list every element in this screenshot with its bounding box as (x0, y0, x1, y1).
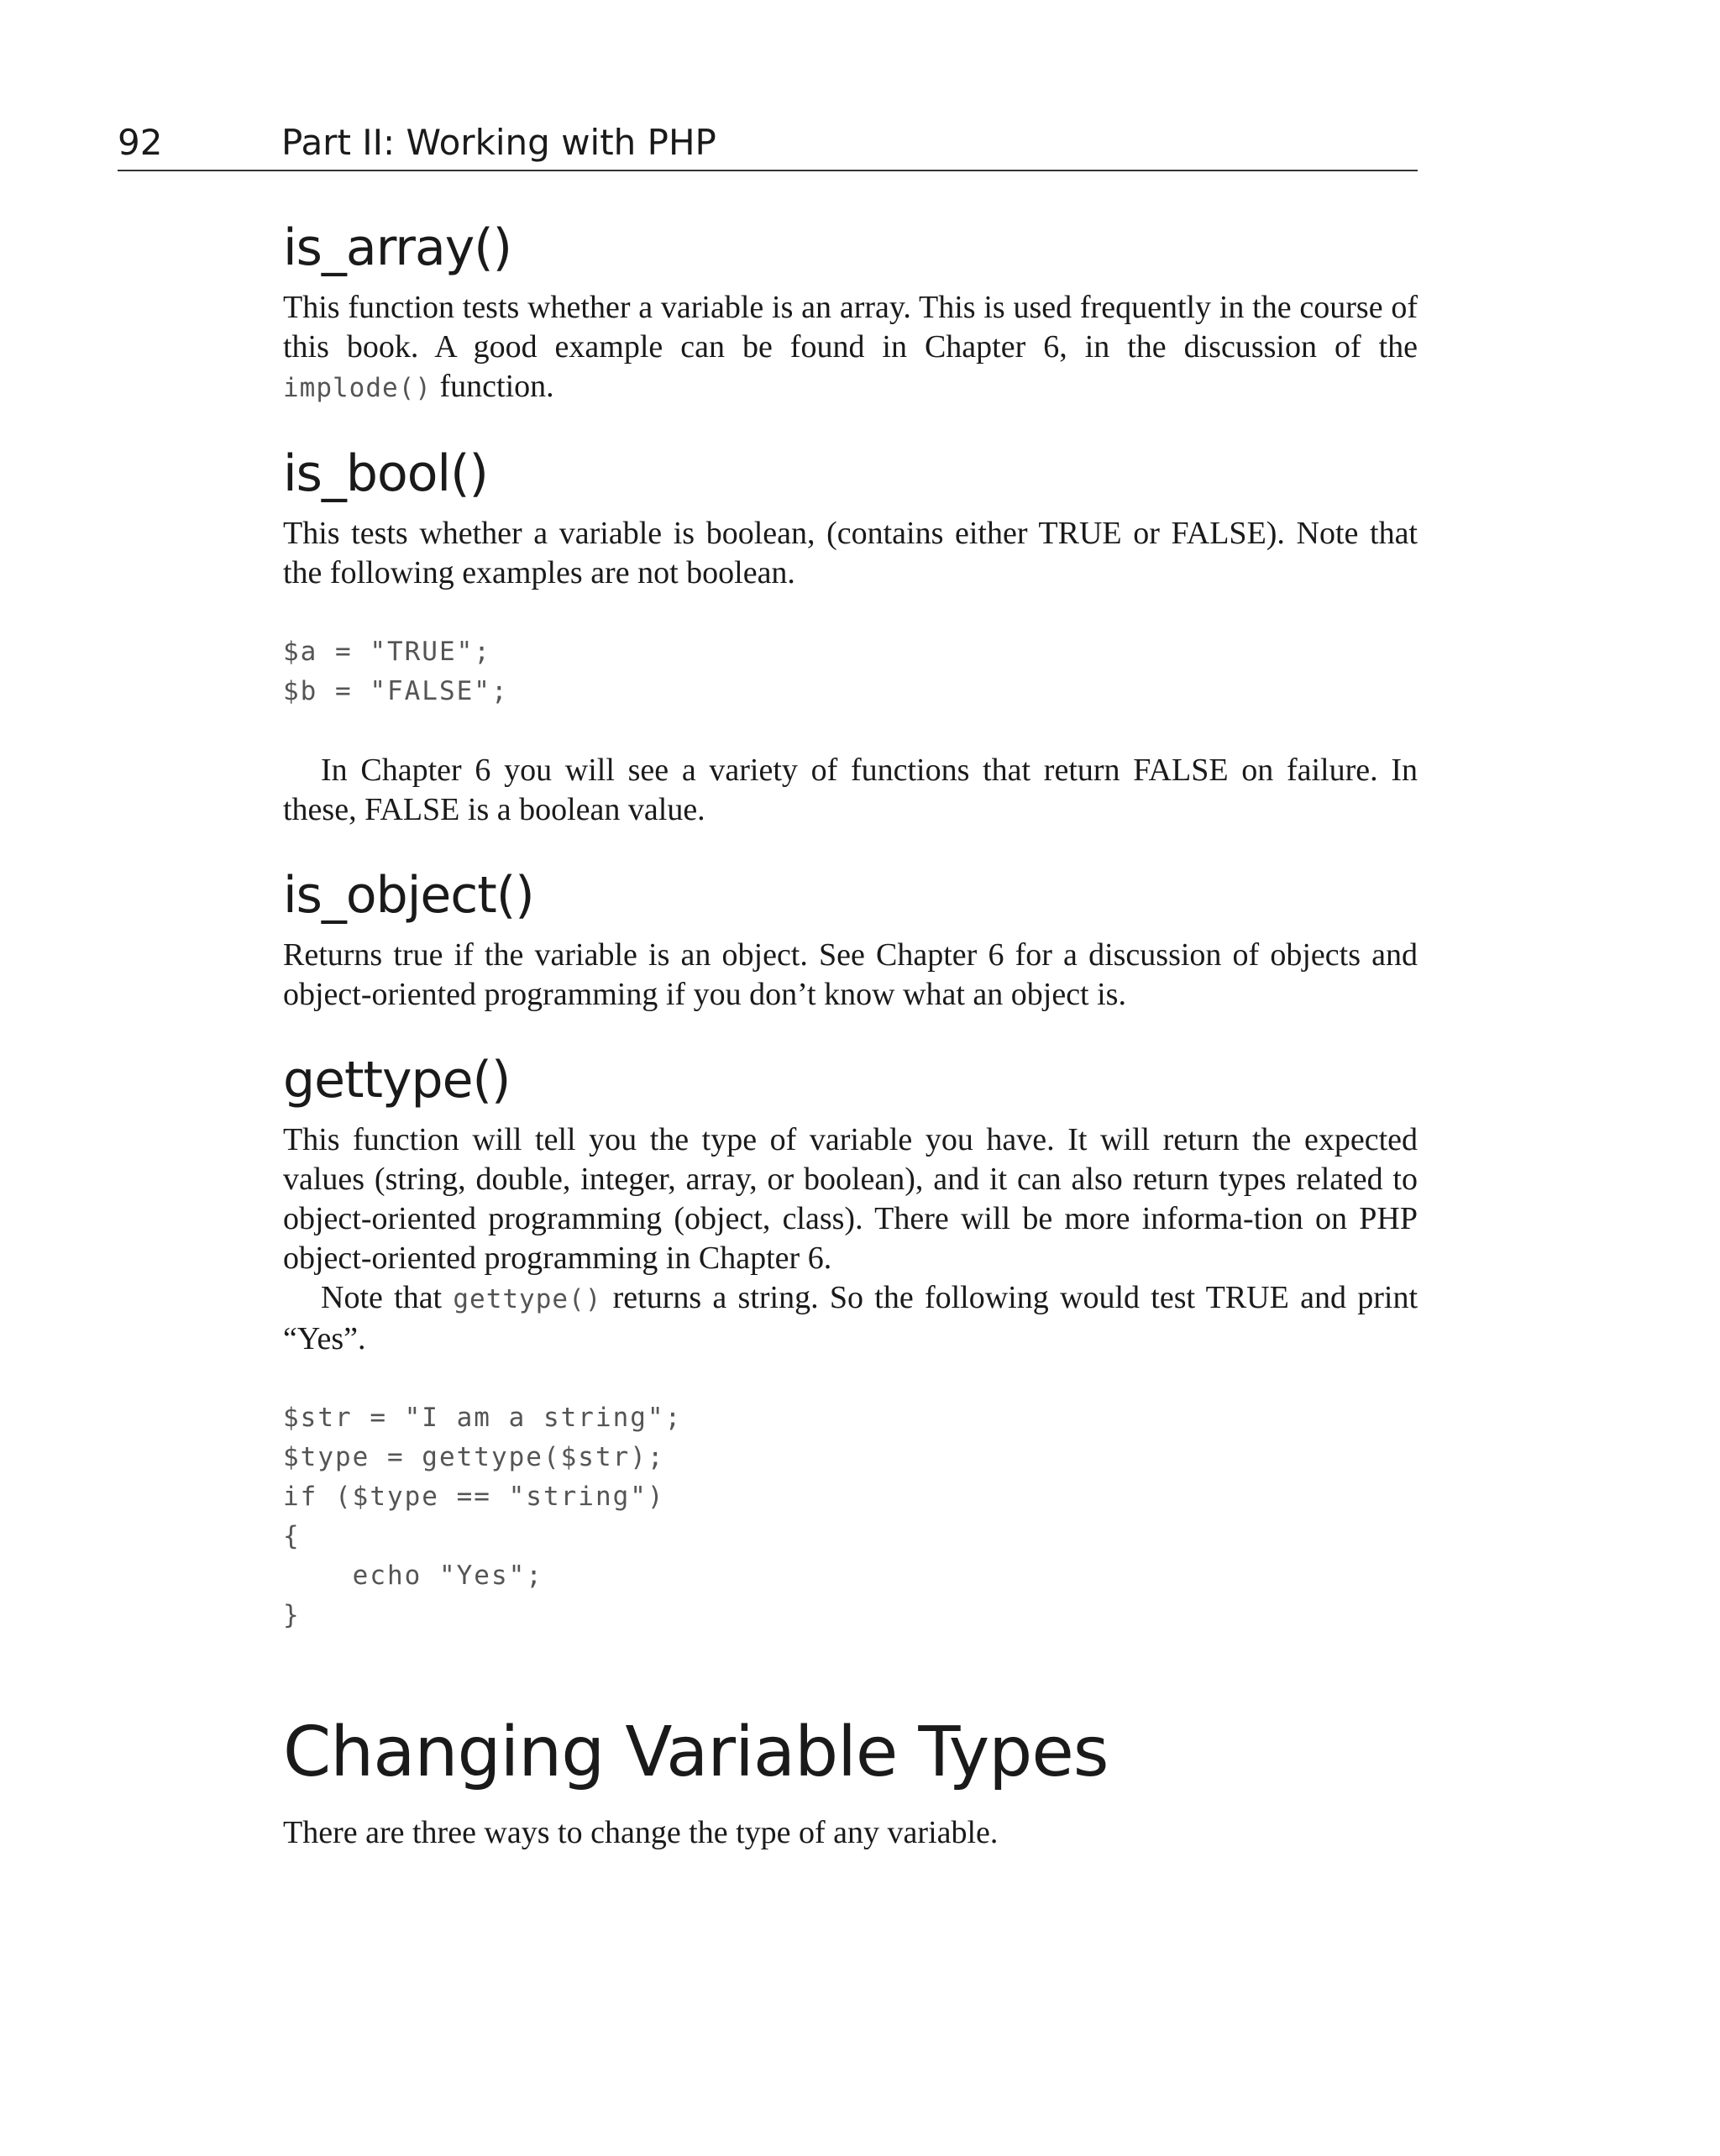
code-line: echo "Yes"; (283, 1561, 543, 1591)
is-bool-paragraph-2: In Chapter 6 you will see a variety of functions that return FALSE on failure. In these, FALSE is a boolean value. (283, 753, 1418, 827)
running-head-title: Part II: Working with PHP (281, 122, 716, 163)
code-line: } (283, 1600, 301, 1630)
gettype-text-2: returns a string. So the following would test TRUE and print “Yes”. (283, 1280, 1418, 1356)
running-head (118, 118, 1418, 171)
code-line: { (283, 1521, 301, 1551)
code-line: $a = "TRUE"; (283, 637, 491, 667)
page-number: 92 (118, 122, 163, 163)
code-line: $str = "I am a string"; (283, 1403, 683, 1433)
is-array-paragraph (283, 288, 1418, 408)
code-line: $type = gettype($str); (283, 1442, 665, 1472)
is-bool-code-block (283, 632, 1418, 711)
gettype-code: gettype() (453, 1284, 602, 1314)
implode-code: implode() (283, 373, 432, 403)
changing-types-paragraph: There are three ways to change the type of any variable. (283, 1815, 999, 1850)
is-array-text-2: function. (431, 369, 554, 404)
heading-is-bool: is_bool() (283, 444, 488, 503)
is-object-paragraph: Returns true if the variable is an object. See Chapter 6 for a discussion of objects and object-oriented programming if you don’t know what an object is. (283, 937, 1418, 1012)
code-line: $b = "FALSE"; (283, 676, 509, 706)
page-content (283, 214, 1418, 1853)
code-line: if ($type == "string") (283, 1482, 665, 1512)
heading-changing-variable-types: Changing Variable Types (283, 1713, 1109, 1792)
is-bool-paragraph-1: This tests whether a variable is boolean, (contains either TRUE or FALSE). Note that the following examples are not boolean. (283, 516, 1418, 590)
gettype-paragraph-1: This function will tell you the type of variable you have. It will return the expected values (string, double, integer, array, or boolean), and it can also return types related to object-oriented programming (object, class). There will be more informa-tion on PHP object-oriented programming in Chapter 6. (283, 1122, 1418, 1276)
gettype-text-1: Note that (321, 1280, 454, 1315)
heading-is-object: is_object() (283, 866, 534, 925)
gettype-paragraph-2 (283, 1278, 1418, 1359)
is-array-text-1: This function tests whether a variable is an array. This is used frequently in the course of this book. A good example can be found in Chapter 6, in the discussion of the (283, 290, 1418, 365)
heading-is-array: is_array() (283, 218, 512, 277)
gettype-code-block (283, 1398, 1418, 1635)
heading-gettype: gettype() (283, 1051, 511, 1109)
